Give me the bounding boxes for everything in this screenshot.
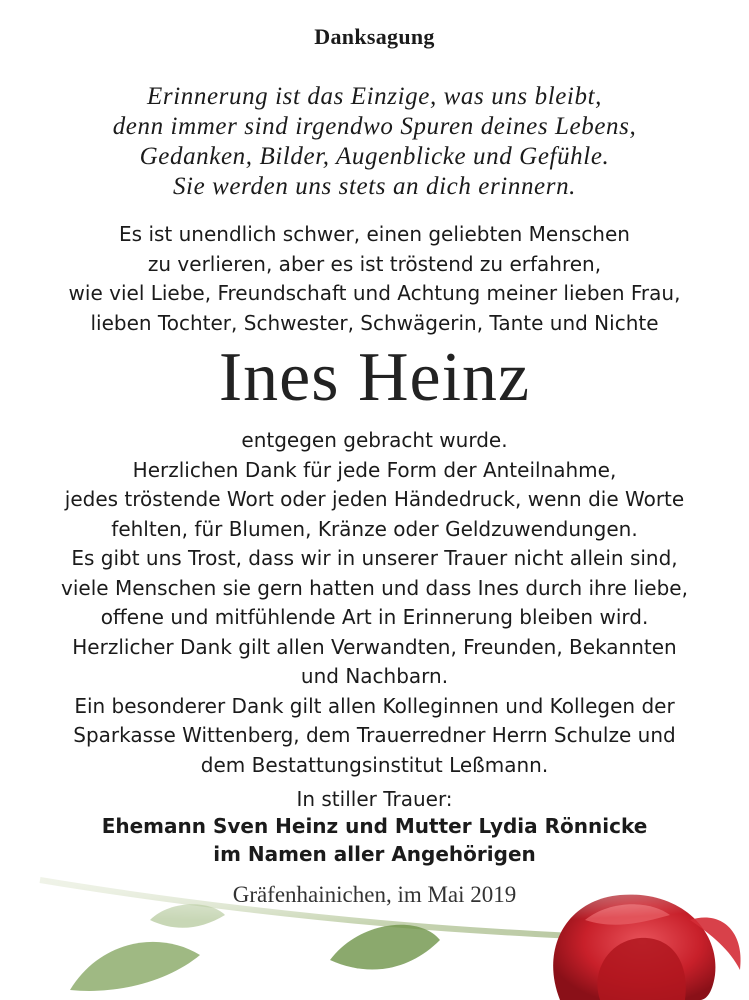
thanks-line: viele Menschen sie gern hatten und dass Ines durch ihre liebe, <box>61 575 688 600</box>
memorial-poem <box>0 82 749 202</box>
thanks-line: Herzlicher Dank gilt allen Verwandten, Freunden, Bekannten <box>72 634 677 659</box>
thanks-line: Es gibt uns Trost, dass wir in unserer Trauer nicht allein sind, <box>71 546 678 570</box>
intro-line: lieben Tochter, Schwester, Schwägerin, Tante und Nichte <box>90 310 659 335</box>
thanks-line: Sparkasse Wittenberg, dem Trauerredner Herrn Schulze und <box>73 723 676 747</box>
intro-line: wie viel Liebe, Freundschaft und Achtung meiner lieben Frau, <box>68 281 681 305</box>
mourning-intro: In stiller Trauer: <box>296 787 453 811</box>
thanks-line: jedes tröstende Wort oder jeden Händedruck, wenn die Worte <box>64 487 685 511</box>
intro-paragraph <box>0 220 749 338</box>
thanks-line: Ein besonderer Dank gilt allen Kolleginnen und Kollegen der <box>74 693 675 718</box>
place-and-date: Gräfenhainichen, im Mai 2019 <box>232 882 517 907</box>
thanks-line: und Nachbarn. <box>300 664 449 688</box>
thanks-line: entgegen gebracht wurde. <box>241 428 508 452</box>
thanks-line: dem Bestattungsinstitut Leßmann. <box>200 752 549 777</box>
thanks-line: Herzlichen Dank für jede Form der Anteilnahme, <box>132 457 617 482</box>
thanks-line: offene und mitfühlende Art in Erinnerung bleiben wird. <box>100 605 649 629</box>
signer-line: im Namen aller Angehörigen <box>213 842 536 866</box>
signer-line: Ehemann Sven Heinz und Mutter Lydia Rönnicke <box>101 814 648 838</box>
thanks-paragraph <box>0 426 749 780</box>
intro-line: zu verlieren, aber es ist tröstend zu erfahren, <box>147 251 602 276</box>
poem-line: Gedanken, Bilder, Augenblicke und Gefühle. <box>139 143 610 170</box>
notice-heading: Danksagung <box>314 24 435 49</box>
thanks-line: fehlten, für Blumen, Kränze oder Geldzuwendungen. <box>111 516 638 541</box>
deceased-name: Ines Heinz <box>218 339 531 416</box>
poem-line: Sie werden uns stets an dich erinnern. <box>172 173 577 200</box>
signers-block <box>0 812 749 868</box>
poem-line: Erinnerung ist das Einzige, was uns bleibt, <box>147 83 602 110</box>
intro-line: Es ist unendlich schwer, einen geliebten Menschen <box>119 222 630 246</box>
poem-line: denn immer sind irgendwo Spuren deines Lebens, <box>112 113 637 140</box>
